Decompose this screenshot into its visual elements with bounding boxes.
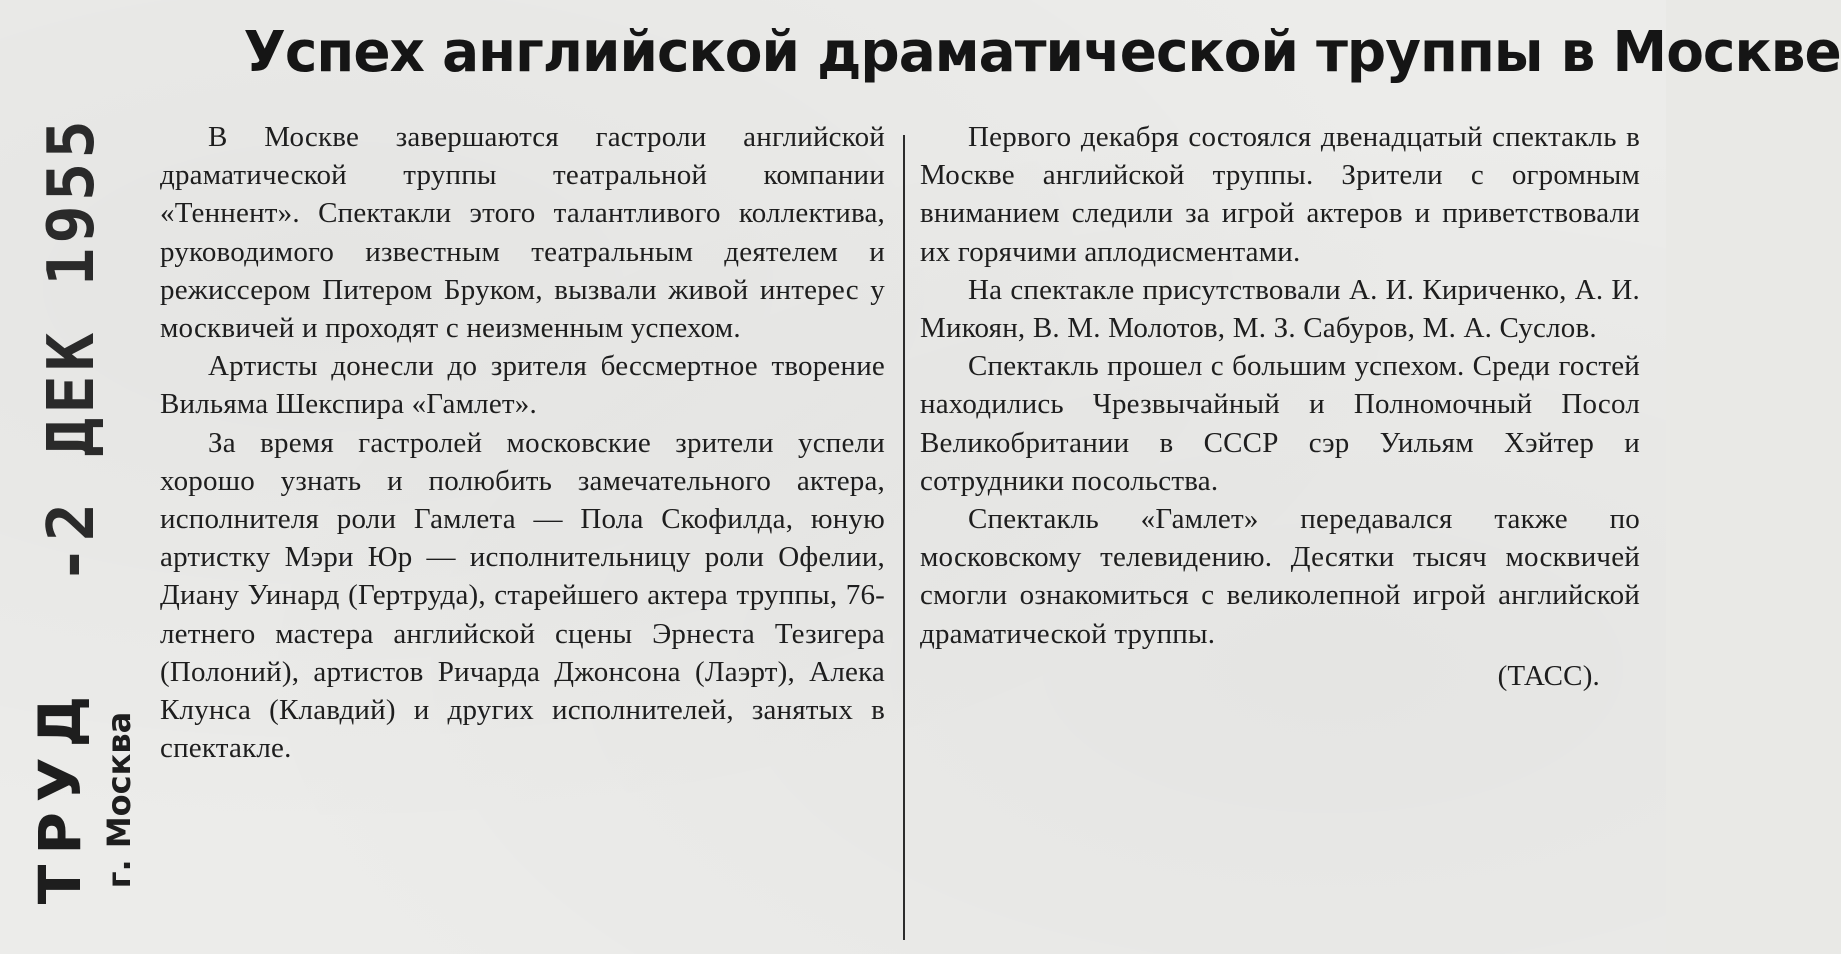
article-headline: Успех английской драматической труппы в Москве (243, 20, 1841, 85)
article-paragraph: Артисты донесли до зрителя бессмертное творение Вильяма Шекспира «Гамлет». (160, 350, 885, 421)
article-signoff: (ТАСС). (1497, 659, 1600, 692)
article-paragraph: Спектакль прошел с большим успехом. Среди гостей находились Чрезвычайный и Полномочный Посол Великобритании в СССР сэр Уильям Хэйтер и сотрудники посольства. (920, 350, 1640, 497)
article-paragraph: На спектакле присутствовали А. И. Кириченко, А. И. Микоян, В. М. Молотов, М. З. Сабуров, М. А. Суслов. (920, 273, 1640, 345)
stamp-date-text: -2 ДЕК 1955 (35, 116, 109, 584)
article-paragraph: Спектакль «Гамлет» передавался также по московскому телевидению. Десятки тысяч москвичей смогли ознакомиться с великолепной игрой английской драматической труппы. (920, 503, 1640, 650)
article-paragraph: В Москве завершаются гастроли английской драматической труппы театральной компании «Теннент». Спектакли этого талантливого коллектива, руководимого известным театральным деятелем и режиссером Питером Бруком, вызвали живой интерес у москвичей и проходят с неизменным успехом. (160, 121, 885, 345)
stamp-newspaper (20, 650, 100, 940)
stamp-city-text: г. Москва (100, 711, 138, 889)
article-paragraph: Первого декабря состоялся двенадцатый спектакль в Москве английской труппы. Зрители с огромным вниманием следили за игрой актеров и приветствовали их горячими аплодисментами. (920, 121, 1640, 268)
archive-stamp (12, 40, 152, 940)
column-divider (903, 135, 905, 940)
stamp-date (12, 40, 132, 660)
article-column-left (160, 118, 885, 767)
article-column-right (920, 118, 1640, 695)
stamp-city (94, 680, 144, 920)
stamp-newspaper-text: ТРУД (26, 685, 94, 905)
article-paragraph: За время гастролей московские зрители успели хорошо узнать и полюбить замечательного актера, исполнителя роли Гамлета — Пола Скофилда, юную артистку Мэри Юр — исполнительницу роли Офелии, Диану Уинард (Гертруда), старейшего актера труппы, 76-летнего мастера английской сцены Эрнеста Тезигера (Полоний), артистов Ричарда Джонсона (Лаэрт), Алека Клунса (Клавдий) и других исполнителей, занятых в спектакле. (160, 426, 885, 765)
